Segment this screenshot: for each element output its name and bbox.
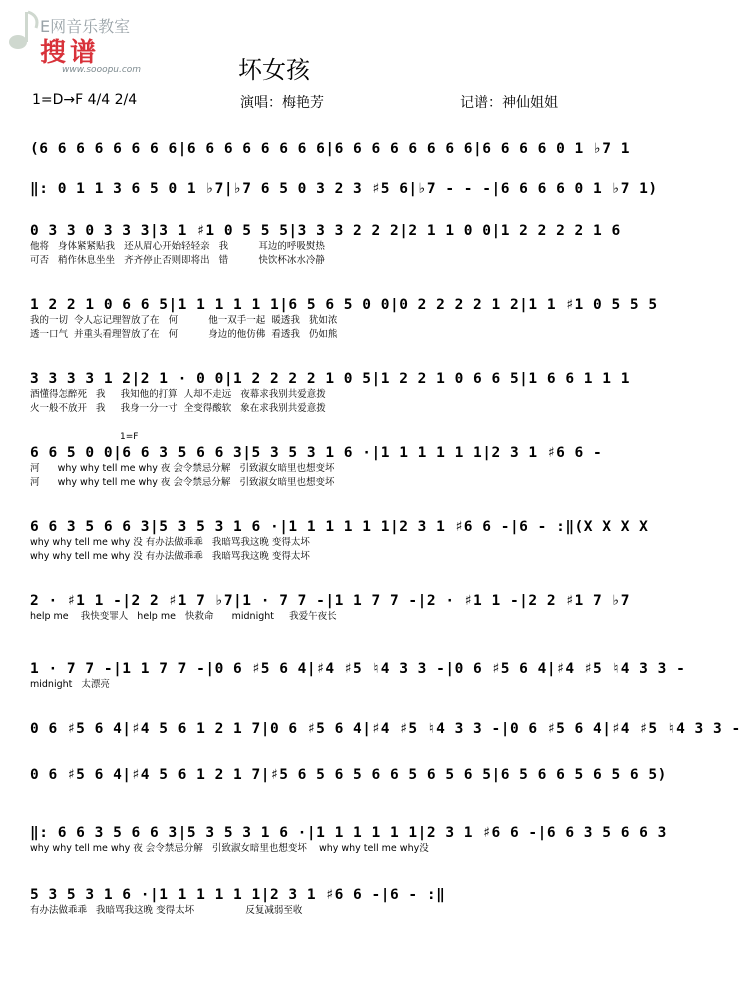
- singer: 演唱：梅艳芳: [240, 95, 324, 111]
- score-system: [30, 824, 667, 856]
- score-system: [30, 518, 649, 564]
- lyric-line: 河 why why tell me why 夜 会令禁忌分解 引致淑女暗里也想变坏: [30, 477, 335, 488]
- lyric-line: help me 我快变罪人 help me 快救命 midnight 我爱午夜长: [30, 611, 337, 622]
- score-system: [30, 370, 630, 416]
- lyric-line: why why tell me why 没 有办法做乖乖 我暗骂我这晚 变得太坏: [30, 551, 310, 562]
- lyric-line: 酒懂得怎醉死 我 我知他的打算 人却不走远 夜幕求我别共爱意拨: [30, 389, 326, 400]
- notes-line: ‖: 6 6 3 5 6 6 3|5 3 5 3 1 6 ·|1 1 1 1 1 1|2 3 1 ♯6 6 -|6 6 3 5 6 6 3: [30, 825, 667, 841]
- key-signature: 1=D→F 4/4 2/4: [32, 92, 138, 108]
- score-system: [30, 660, 686, 692]
- lyric-line: 可否 稍作休息坐坐 齐齐停止否则即将出 错 快饮杯冰水冷静: [30, 255, 325, 266]
- notes-line: 1 2 2 1 0 6 6 5|1 1 1 1 1 1|6 5 6 5 0 0|0 2 2 2 2 1 2|1 1 ♯1 0 5 5 5: [30, 297, 658, 313]
- logo-text: 搜谱: [40, 38, 101, 68]
- lyric-line: why why tell me why 没 有办法做乖乖 我暗骂我这晚 变得太坏: [30, 537, 310, 548]
- lyric-line: why why tell me why 夜 会令禁忌分解 引致淑女暗里也想变坏 why why tell me why没: [30, 843, 429, 854]
- score-system: [30, 222, 621, 268]
- site-name: E网音乐教室: [40, 17, 131, 36]
- page-title: 坏女孩: [238, 56, 310, 84]
- score-system: [30, 720, 741, 738]
- lyric-line: 河 why why tell me why 夜 会令禁忌分解 引致淑女暗里也想变坏: [30, 463, 335, 474]
- key-change-label: 1=F: [120, 432, 139, 442]
- score-system: [30, 886, 590, 918]
- notes-line: 6 6 3 5 6 6 3|5 3 5 3 1 6 ·|1 1 1 1 1 1|2 3 1 ♯6 6 -|6 - :‖(X X X X: [30, 519, 649, 535]
- notes-line: 6 6 5 0 0|6 6 3 5 6 6 3|5 3 5 3 1 6 ·|1 1 1 1 1 1|2 3 1 ♯6 6 -: [30, 445, 603, 461]
- lyric-line: midnight 太漂亮: [30, 679, 110, 690]
- site-url: www.sooopu.com: [62, 65, 142, 75]
- notes-line: 3 3 3 3 1 2|2 1 · 0 0|1 2 2 2 2 1 0 5|1 2 2 1 0 6 6 5|1 6 6 1 1 1: [30, 371, 630, 387]
- notes-line: 5 3 5 3 1 6 ·|1 1 1 1 1 1|2 3 1 ♯6 6 -|6 - :‖: [30, 887, 446, 903]
- notes-line: 1 · 7 7 -|1 1 7 7 -|0 6 ♯5 6 4|♯4 ♯5 ♮4 3 3 -|0 6 ♯5 6 4|♯4 ♯5 ♮4 3 3 -: [30, 661, 686, 677]
- lyric-line: 有办法做乖乖 我暗骂我这晚 变得太坏 反复减弱至收: [30, 905, 303, 916]
- notator: 记谱：神仙姐姐: [460, 95, 558, 111]
- lyric-line: 透一口气 并重头看理智放了在 何 身边的他仿佛 看透我 仍如熊: [30, 329, 338, 340]
- lyric-line: 我的一切 令人忘记理智放了在 何 他一双手一起 暖透我 犹如浓: [30, 315, 338, 326]
- notes-line: 2 · ♯1 1 -|2 2 ♯1 7 ♭7|1 · 7 7 -|1 1 7 7 -|2 · ♯1 1 -|2 2 ♯1 7 ♭7: [30, 593, 630, 609]
- score-system: [30, 592, 630, 624]
- notes-line: 0 3 3 0 3 3 3|3 1 ♯1 0 5 5 5|3 3 3 2 2 2|2 1 1 0 0|1 2 2 2 2 1 6: [30, 223, 621, 239]
- score-system: [30, 296, 658, 342]
- notes-line: 0 6 ♯5 6 4|♯4 5 6 1 2 1 7|0 6 ♯5 6 4|♯4 ♯5 ♮4 3 3 -|0 6 ♯5 6 4|♯4 ♯5 ♮4 3 3 -: [30, 721, 741, 737]
- score-system: [30, 432, 603, 490]
- score-system: [30, 180, 658, 198]
- score-system: [30, 766, 667, 784]
- lyric-line: 火一般不放开 我 我身一分一寸 全变得酸软 象在求我别共爱意拨: [30, 403, 326, 414]
- notes-line: 0 6 ♯5 6 4|♯4 5 6 1 2 1 7|♯5 6 5 6 5 6 6 5 6 5 6 5|6 5 6 6 5 6 5 6 5): [30, 767, 667, 783]
- notes-line: (6 6 6 6 6 6 6 6|6 6 6 6 6 6 6 6|6 6 6 6 6 6 6 6|6 6 6 6 0 1 ♭7 1: [30, 141, 630, 157]
- score-system: [30, 140, 630, 158]
- lyric-line: 他将 身体紧紧贴我 还从眉心开始轻轻亲 我 耳边的呼吸熨热: [30, 241, 325, 252]
- notes-line: ‖: 0 1 1 3 6 5 0 1 ♭7|♭7 6 5 0 3 2 3 ♯5 6|♭7 - - -|6 6 6 6 0 1 ♭7 1): [30, 181, 658, 197]
